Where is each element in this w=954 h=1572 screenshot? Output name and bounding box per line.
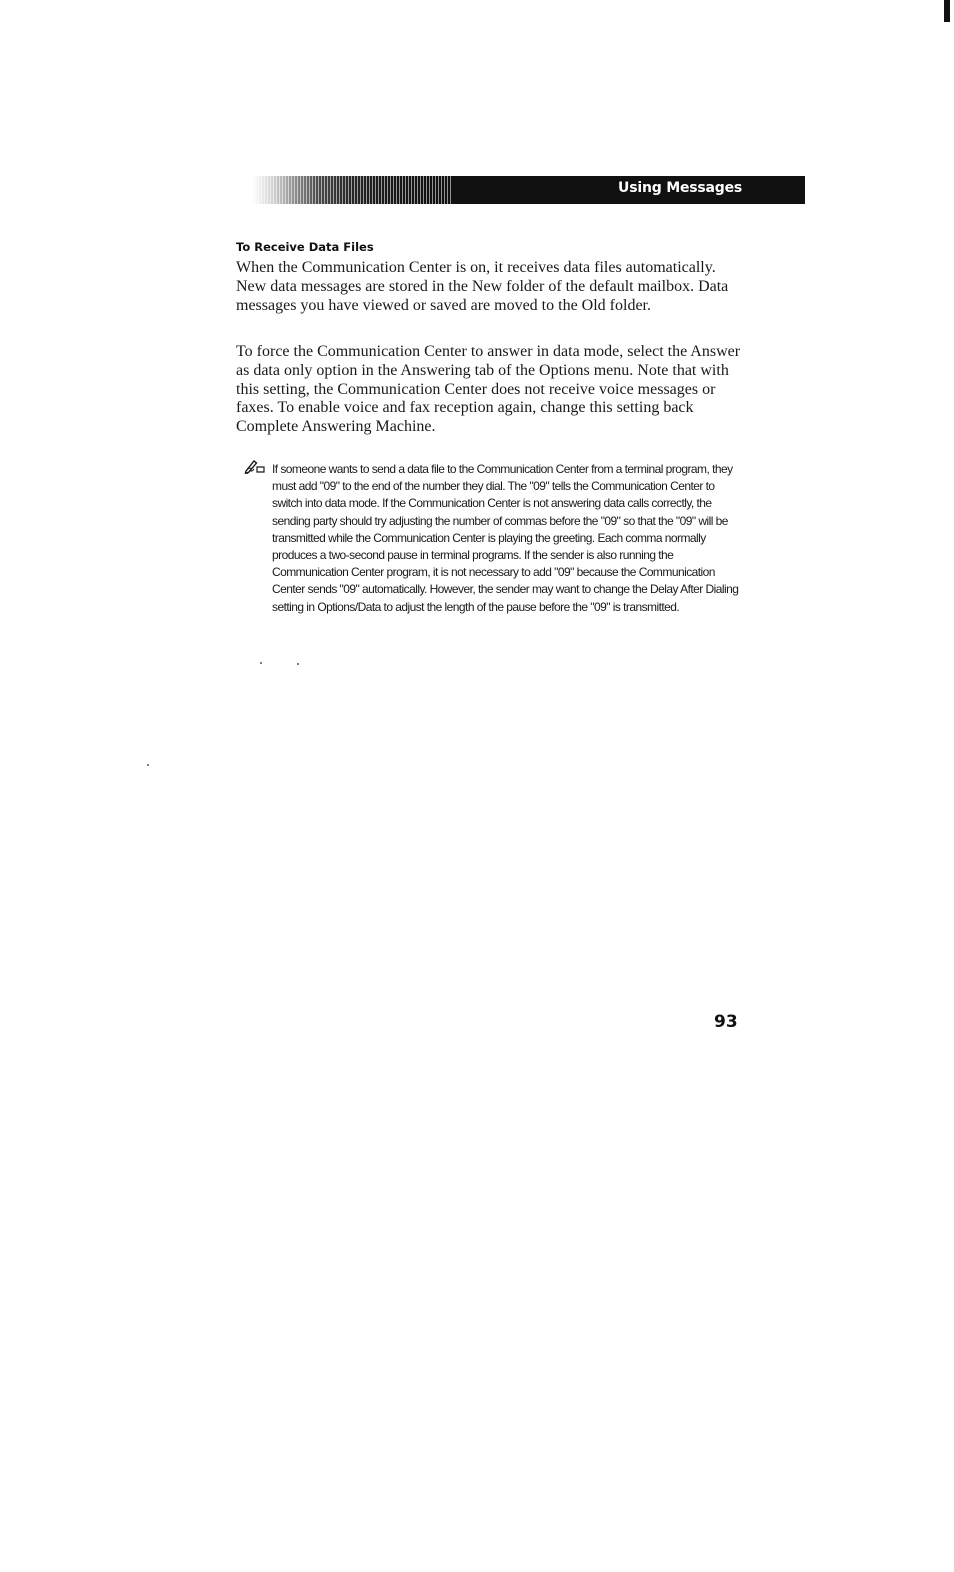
section-header-title: Using Messages — [618, 180, 742, 196]
section-header-bar — [252, 176, 805, 204]
section-heading: To Receive Data Files — [236, 240, 374, 254]
body-paragraph: To force the Communication Center to answer in data mode, select the Answer as data only option in the Answering tab of the Options menu. Note that with this setting, the Communication Center does not receive voice messages or faxes. To enable voice and fax reception again, change this setting back Complete Answering Machine. — [236, 343, 741, 436]
page-edge-mark — [944, 0, 950, 22]
note-pen-icon — [244, 458, 266, 474]
scan-speck — [147, 764, 149, 766]
page-number: 93 — [714, 1012, 738, 1032]
note-text: If someone wants to send a data file to the Communication Center from a terminal program, they must add "09" to the end of the number they dial. The "09" tells the Communication Center to switch into data mode. If the Communication Center is not answering data calls correctly, the sending party should try adjusting the number of commas before the "09" so that the "09" will be transmitted while the Communication Center is playing the greeting. Each comma normally produces a two-second pause in terminal programs. If the sender is also running the Communication Center program, it is not necessary to add "09" because the Communication Center sends "09" automatically. However, the sender may want to change the Delay After Dialing setting in Options/Data to adjust the length of the pause before the "09" is transmitted. — [272, 462, 739, 614]
body-paragraph: When the Communication Center is on, it receives data files automatically. New data messages are stored in the New folder of the default mailbox. Data messages you have viewed or saved are moved to the Old folder. — [236, 259, 729, 314]
scan-speck — [297, 663, 299, 665]
scan-speck — [260, 662, 262, 664]
